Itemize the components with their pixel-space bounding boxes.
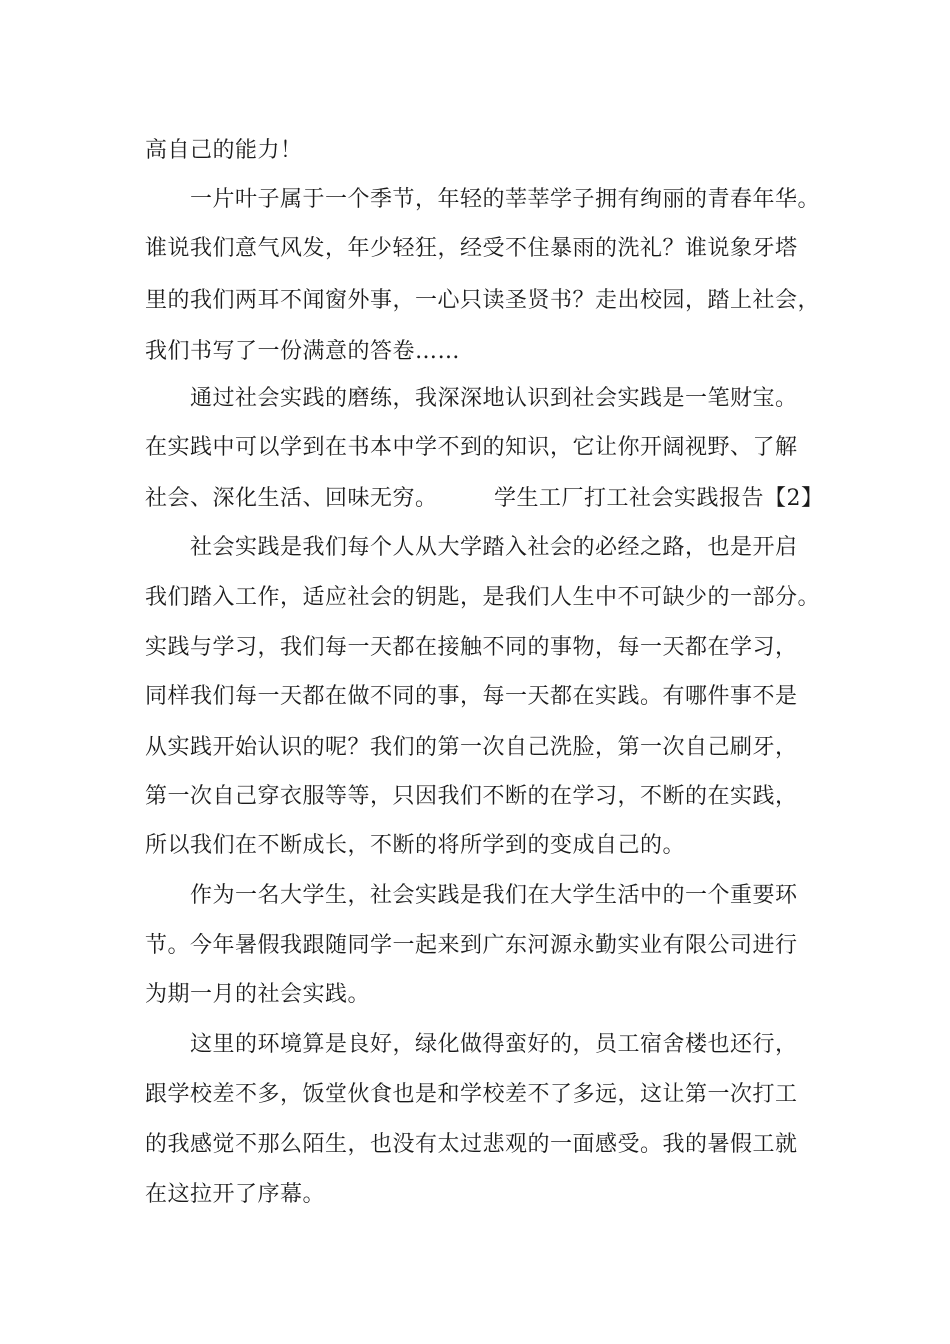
text-line: 跟学校差不多，饭堂伙食也是和学校差不了多远，这让第一次打工: [145, 1082, 798, 1107]
text-line: 同样我们每一天都在做不同的事，每一天都在实践。有哪件事不是: [145, 684, 798, 709]
text-line: 谁说我们意气风发，年少轻狂，经受不住暴雨的洗礼？谁说象牙塔: [145, 236, 798, 261]
text-line: 我们踏入工作，适应社会的钥匙，是我们人生中不可缺少的一部分。: [145, 585, 821, 610]
text-line: 节。今年暑假我跟随同学一起来到广东河源永勤实业有限公司进行: [145, 933, 798, 958]
text-line: 通过社会实践的磨练，我深深地认识到社会实践是一笔财宝。: [145, 386, 798, 411]
text-line: 所以我们在不断成长，不断的将所学到的变成自己的。: [145, 833, 686, 858]
text-line: 在这拉开了序幕。: [145, 1182, 326, 1207]
text-line: 我们书写了一份满意的答卷……: [145, 339, 461, 364]
text-line: 这里的环境算是良好，绿化做得蛮好的，员工宿舍楼也还行，: [145, 1032, 798, 1057]
text-line: 在实践中可以学到在书本中学不到的知识，它让你开阔视野、了解: [145, 435, 798, 460]
text-line: 高自己的能力！: [145, 138, 303, 163]
text-line: 的我感觉不那么陌生，也没有太过悲观的一面感受。我的暑假工就: [145, 1132, 798, 1157]
text-line: 第一次自己穿衣服等等，只因我们不断的在学习，不断的在实践，: [145, 784, 798, 809]
text-line: 社会、深化生活、回味无穷。 学生工厂打工社会实践报告【2】: [145, 486, 824, 511]
text-line: 实践与学习，我们每一天都在接触不同的事物，每一天都在学习，: [145, 635, 798, 660]
text-line: 从实践开始认识的呢？我们的第一次自己洗脸，第一次自己刷牙，: [145, 735, 798, 760]
text-line: 为期一月的社会实践。: [145, 982, 371, 1007]
text-line: 里的我们两耳不闻窗外事，一心只读圣贤书？走出校园，踏上社会，: [145, 288, 821, 313]
text-line: 作为一名大学生，社会实践是我们在大学生活中的一个重要环: [145, 883, 798, 908]
text-line: 一片叶子属于一个季节，年轻的莘莘学子拥有绚丽的青春年华。: [145, 187, 821, 212]
text-line: 社会实践是我们每个人从大学踏入社会的必经之路，也是开启: [145, 535, 798, 560]
